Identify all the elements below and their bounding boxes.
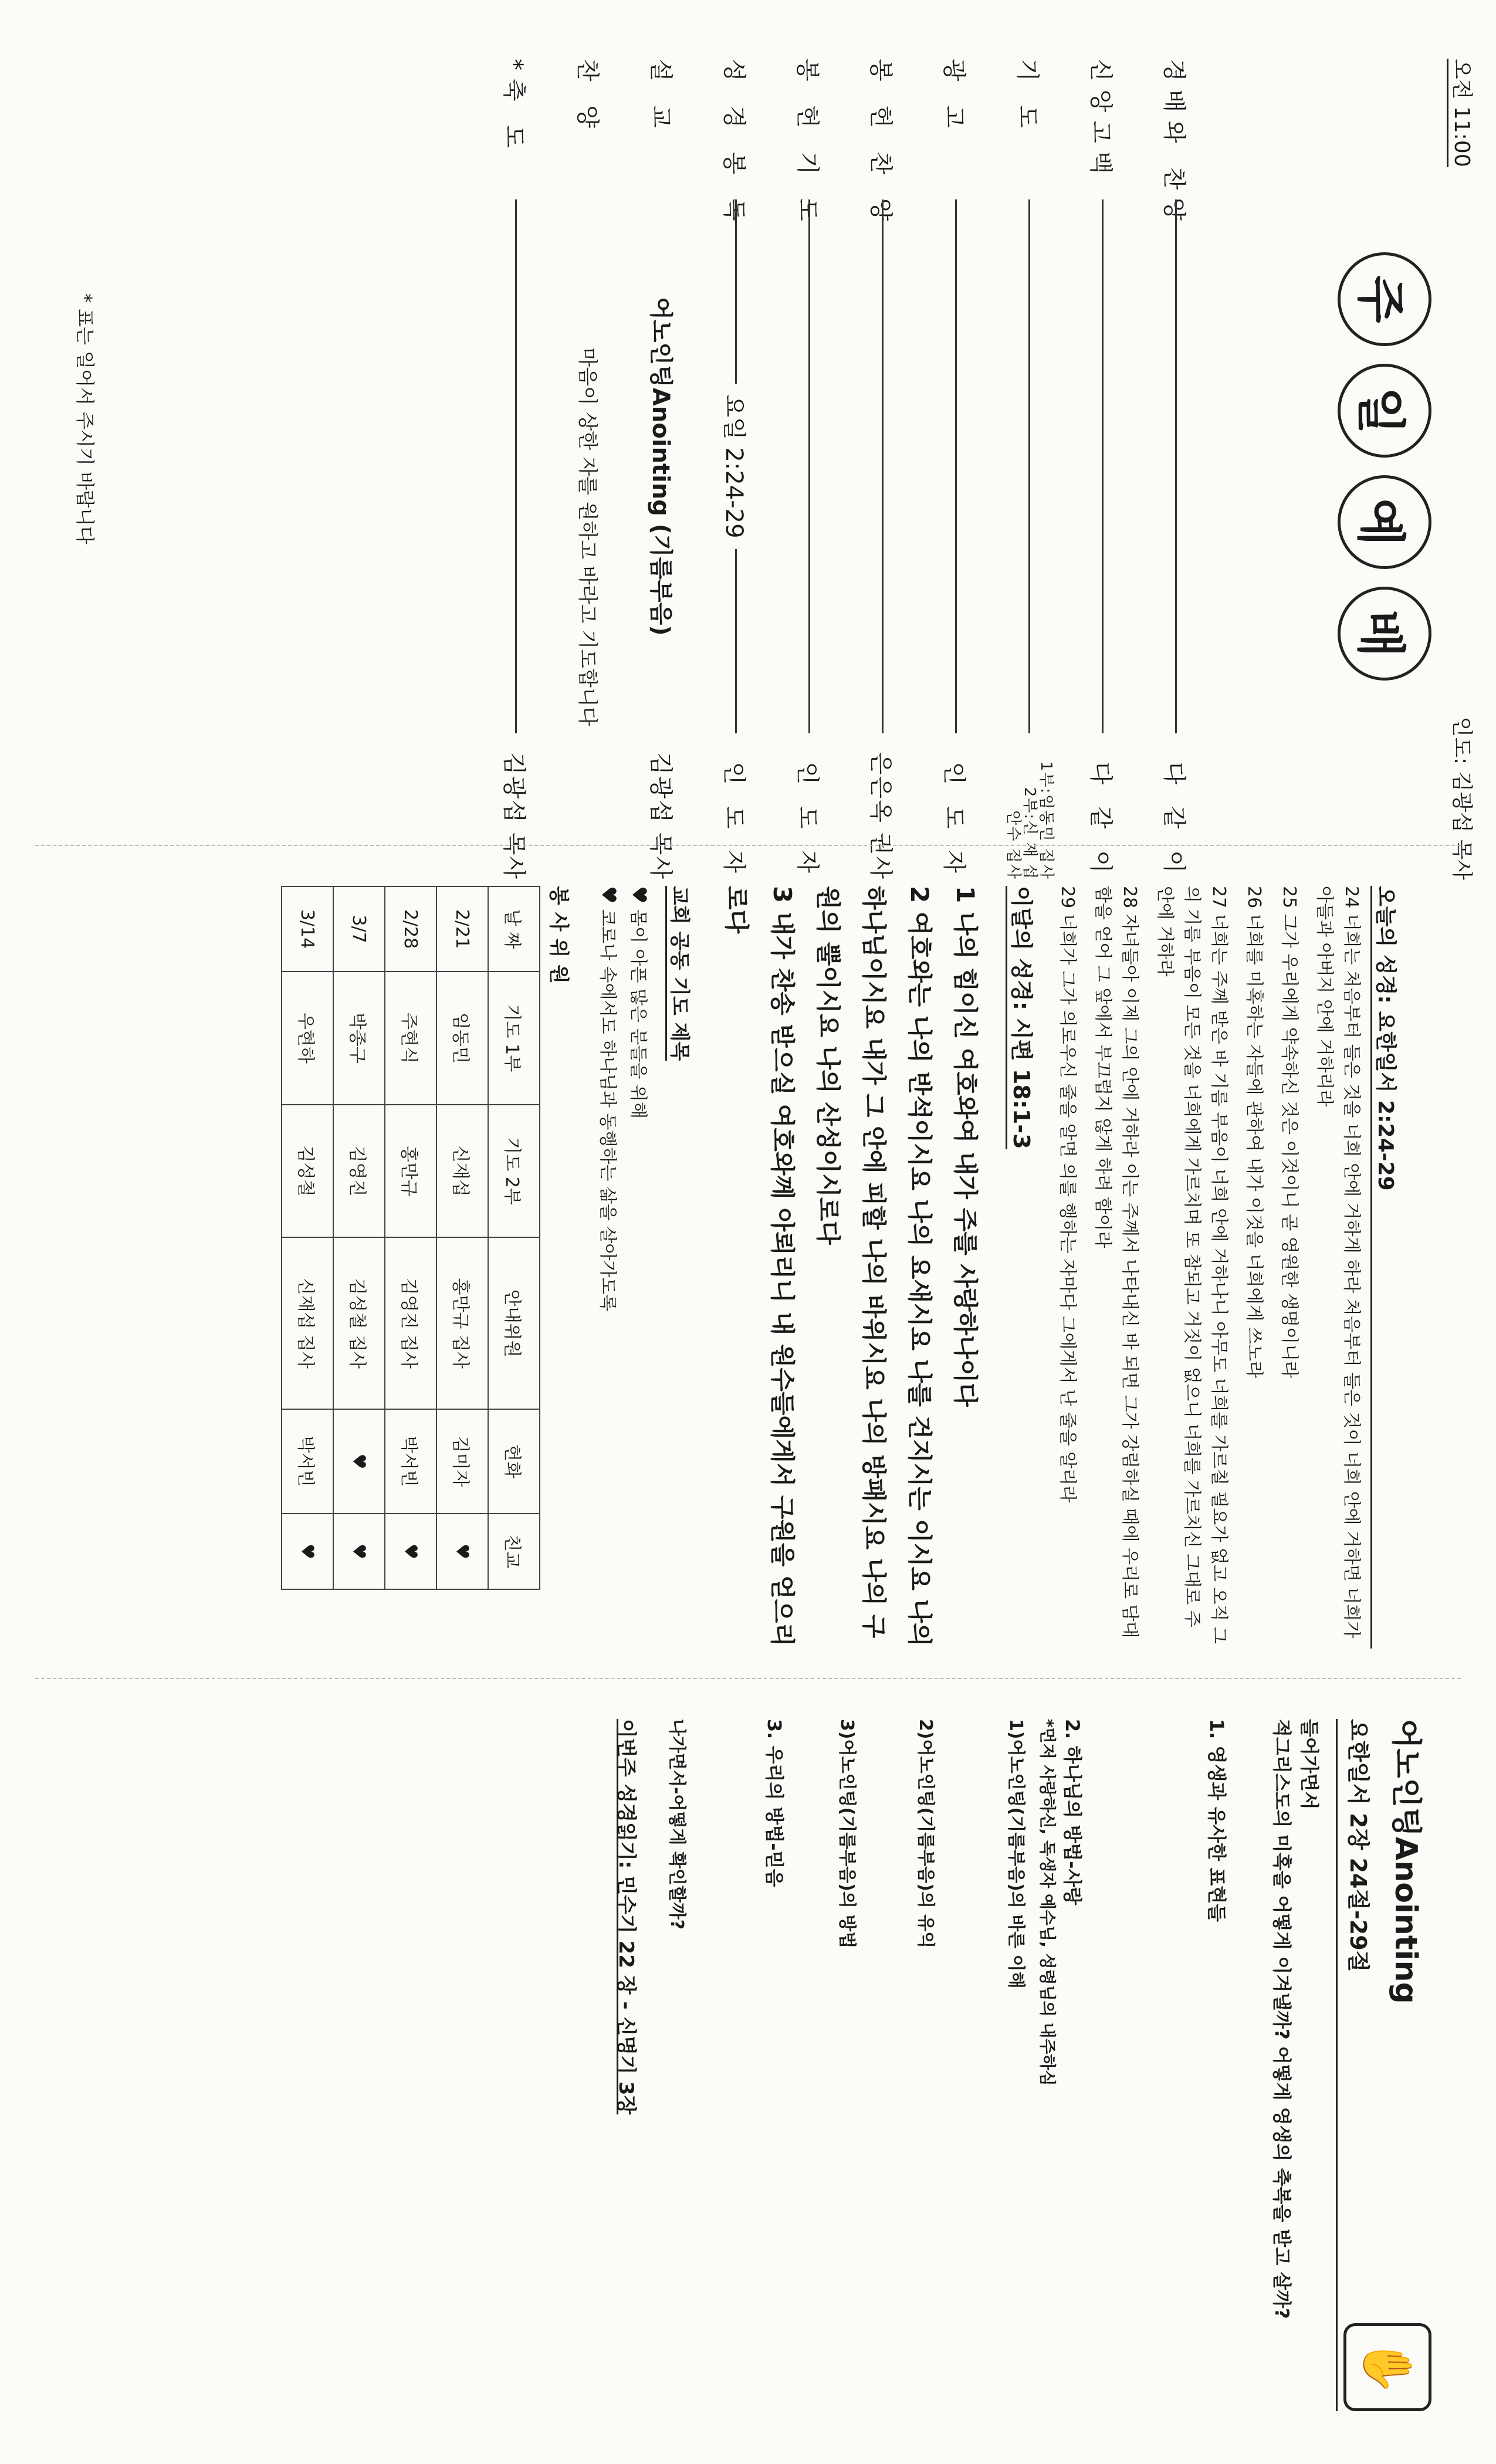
table-header	[488, 886, 540, 1589]
staff-table	[281, 886, 540, 1590]
table-cell: 3/7	[333, 886, 385, 972]
title-char-3: 예	[1338, 475, 1431, 569]
title-char-2: 일	[1338, 364, 1431, 458]
table-cell: 신재섭 집사	[282, 1237, 333, 1409]
order-row	[563, 59, 616, 880]
title-char-4: 배	[1338, 587, 1431, 681]
table-cell: 김영진	[333, 1105, 385, 1238]
order-row	[637, 59, 689, 880]
table-cell: ♥	[436, 1514, 488, 1589]
table-cell: 박서빈	[385, 1409, 436, 1514]
table-cell: 김성철	[282, 1105, 333, 1238]
order-row	[1003, 59, 1056, 880]
table-cell: 주현식	[385, 972, 436, 1105]
order-who: 인 도 자	[794, 761, 821, 880]
table-cell: ♥	[385, 1514, 436, 1589]
psalm-verse: 2 여호와는 나의 반석이시요 나의 요새시요 나를 건지시는 이시요 나의 하나님이시요 내가 그 안에 피할 나의 바위시요 나의 방패시요 나의 구원의 뿔이시요 나의 산성이시로다	[814, 886, 934, 1647]
verse: 24 너희는 처음부터 들은 것을 너희 안에 거하게 하라 처음부터 들은 것이 너희 안에 거하면 너희가 아들과 아버지 안에 거하리라	[1314, 886, 1362, 1639]
order-name: 봉 헌 기 도	[794, 59, 821, 229]
table-cell: ♥	[333, 1514, 385, 1589]
order-row	[930, 59, 983, 880]
divider	[35, 845, 1461, 846]
table-header-cell: 헌화	[488, 1409, 540, 1514]
heart-icon: ♥	[597, 886, 620, 904]
table-cell: ♥	[333, 1409, 385, 1514]
order-name: 기 도	[1014, 59, 1041, 136]
table-cell: ♥	[282, 1514, 333, 1589]
verse: 27 너희는 주께 받은 바 기름 부음이 너희 안에 거하나니 아무도 너희를 가르칠 필요가 없고 오직 그의 기름 부음이 모든 것을 너희에게 가르치며 또 참되고 거짓이 없으니 너희를 가르치신 그대로 주 안에 거하라	[1155, 886, 1229, 1644]
divider	[35, 1678, 1461, 1679]
order-leader-line	[1176, 199, 1177, 733]
title-char-1: 주	[1338, 252, 1431, 346]
table-row	[385, 886, 436, 1589]
order-who: 인 도 자	[720, 761, 748, 880]
sermon-notes-subtitle: 요한일서 2장 24절-29절	[1345, 1719, 1371, 1972]
order-name: 성 경 봉 독	[720, 59, 748, 229]
intro-text: 적그리스도의 미혹을 어떻게 이겨낼까? 어떻게 영생의 축복을 받고 살까?	[1271, 1719, 1293, 2319]
order-row	[783, 59, 836, 880]
order-leader-line	[882, 199, 884, 733]
table-cell: 박서빈	[282, 1409, 333, 1514]
verse: 26 너희를 미혹하는 자들에 관하여 내가 이것을 너희에게 쓰노라	[1244, 886, 1264, 1378]
order-row	[857, 59, 909, 880]
table-cell: 김성철 집사	[333, 1237, 385, 1409]
order-who: 은은옥 권사	[867, 752, 895, 880]
order-leader-line	[956, 199, 957, 733]
point: 3. 우리의 방법-믿음	[763, 1719, 786, 1887]
order-row	[1150, 59, 1203, 880]
sermon-title: 어노인팅Anointing	[647, 297, 675, 516]
order-leader-line	[516, 199, 517, 733]
sermon-header	[1336, 1719, 1431, 2411]
reading-plan: 이번주 성경읽기: 민수기 22 장 - 신명기 3장	[614, 1719, 638, 2115]
order-who: 1부:임동민 집사 2부:신 재 섭 안수 집사	[1004, 761, 1055, 880]
order-who: 김광섭 목사	[647, 752, 675, 880]
point: 1)어노인팅(기름부음)의 바른 이해	[1006, 1719, 1026, 1989]
service-leader: 인도: 김광섭 목사	[1450, 716, 1474, 880]
psalm-verse: 1 나의 힘이신 여호와여 내가 주를 사랑하나이다	[951, 886, 980, 1407]
psalm-verse: 3 내가 찬송 받으실 여호와께 아뢰리니 내 원수들에게서 구원을 얻으리로다	[722, 886, 797, 1647]
point: 3)어노인팅(기름부음)의 방법	[837, 1719, 857, 1949]
sermon-subtitle: (기름부음)	[647, 523, 675, 636]
order-who: 김광섭 목사	[500, 752, 528, 880]
table-cell: 홍만규 집사	[436, 1237, 488, 1409]
order-leader-line	[1029, 199, 1031, 733]
prayer-item	[593, 886, 623, 1649]
table-cell: 홍만규	[385, 1105, 436, 1238]
right-panel	[614, 1719, 1431, 2411]
point: 1. 영생과 유사한 표현들	[1206, 1719, 1228, 1923]
table-header-cell: 날 짜	[488, 886, 540, 972]
order-name: 봉 헌 찬 양	[867, 59, 895, 229]
scripture-title: 오늘의 성경: 요한일서 2:24-29	[1370, 886, 1402, 1649]
heart-icon: ♥	[627, 886, 651, 904]
prayer-text: 코로나 속에서도 하나님과 동행하는 삶을 살아가도록	[597, 909, 618, 1312]
table-cell: 2/21	[436, 886, 488, 972]
table-cell: 박종구	[333, 972, 385, 1105]
sermon-notes-title: 어노인팅Anointing	[1388, 1719, 1423, 2004]
table-cell: 3/14	[282, 886, 333, 972]
order-leader-line	[809, 199, 811, 733]
table-header-cell: 안내위원	[488, 1237, 540, 1409]
service-time: 오전 11:00	[1447, 59, 1478, 167]
intro-label: 들어가면서	[1298, 1719, 1321, 1810]
footnote: * 표는 일어서 주시기 바랍니다	[74, 293, 96, 544]
point: 2)어노인팅(기름부음)의 유익	[915, 1719, 936, 1949]
middle-panel	[281, 886, 1402, 1649]
order-name: 광 고	[940, 59, 968, 136]
table-header-cell: 기도 1부	[488, 972, 540, 1105]
table-cell: 신재섭	[436, 1105, 488, 1238]
table-header-cell: 친교	[488, 1514, 540, 1589]
table-cell: 임동민	[436, 972, 488, 1105]
worship-order	[469, 59, 1203, 880]
table-row	[282, 886, 333, 1589]
psalm-title: 이달의 성경: 시편 18:1-3	[1006, 886, 1040, 1149]
prayer-title: 교회 공동 기도 제목	[665, 886, 696, 1061]
order-who: 인 도 자	[940, 761, 968, 880]
order-who: 다 같 이	[1087, 761, 1115, 880]
order-row	[490, 59, 543, 880]
staff-title: 봉 사 위 원	[547, 886, 570, 984]
praying-hands-icon: ✋	[1343, 2323, 1431, 2411]
verse: 25 그가 우리에게 약속하신 것은 이것이니 곧 영원한 생명이니라	[1279, 886, 1299, 1378]
point: *먼저 사랑하신, 독생자 예수님, 성령님의 내주하심	[1038, 1719, 1057, 2086]
order-name: 찬 양	[574, 59, 601, 136]
table-cell: 김미자	[436, 1409, 488, 1514]
order-scripture: 요일 2:24-29	[720, 394, 748, 539]
order-name: 신앙고백	[1087, 59, 1115, 182]
table-cell: 2/28	[385, 886, 436, 972]
order-leader-line	[736, 199, 737, 384]
verse: 29 너희가 그가 의로우신 줄을 알면 의를 행하는 자마다 그에게서 난 줄을 알리라	[1057, 886, 1078, 1502]
order-leader-line	[736, 549, 737, 733]
prayer-item	[623, 886, 654, 1649]
table-row	[333, 886, 385, 1589]
table-cell: 우현하	[282, 972, 333, 1105]
prayer-text: 몸이 아픈 많은 분들을 위해	[628, 909, 648, 1119]
order-leader-line	[1102, 199, 1104, 733]
order-name: 경배와 찬양	[1160, 59, 1188, 229]
order-row	[1077, 59, 1129, 880]
hymn-line-1: 마음이 상한 자를	[576, 347, 600, 495]
order-name: *축 도	[500, 59, 528, 156]
table-cell: 김영진 집사	[385, 1237, 436, 1409]
order-name: 설 교	[647, 59, 675, 136]
order-row	[710, 59, 763, 880]
point: 2. 하나님의 방법-사랑	[1061, 1719, 1084, 1905]
hymn-line-2: 원하고 바라고 기도합니다	[576, 501, 600, 726]
table-row	[436, 886, 488, 1589]
verse: 28 자녀들아 이제 그의 안에 거하라 이는 주께서 나타내신 바 되면 그가 강림하실 때에 우리로 담대함을 얻어 그 앞에서 부끄럽지 않게 하려 함이라	[1092, 886, 1140, 1639]
table-header-cell: 기도 2부	[488, 1105, 540, 1238]
point: 나가면서-어떻게 확인할까?	[666, 1719, 687, 1930]
order-who: 다 같 이	[1160, 761, 1188, 880]
